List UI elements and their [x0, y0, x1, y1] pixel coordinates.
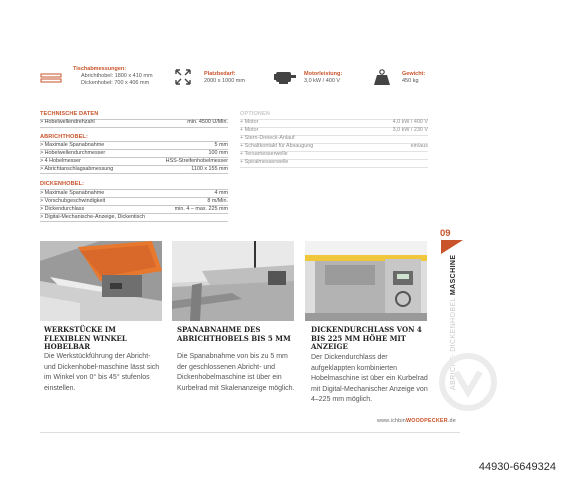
- category-label-light: ABRICHT- DICKENHOBEL: [450, 297, 457, 390]
- page-tab-marker: [441, 240, 463, 254]
- option-row: [240, 119, 428, 125]
- dicken-title: DICKENHOBEL:: [40, 181, 85, 187]
- abricht-title: ABRICHTHOBEL:: [40, 134, 88, 140]
- divider: [40, 173, 228, 174]
- footer-url[interactable]: [377, 418, 456, 424]
- feature-text-thickness: Der Dickendurchlass der aufgeklappten kombinierten Hobelmaschine ist über ein Kurbelrad mit Digital-Mechanischer Anzeige von 4–225 mm möglich.: [311, 354, 428, 403]
- motor-icon: [273, 69, 297, 90]
- photo-chip-removal: [172, 241, 294, 321]
- motor-spec: [304, 71, 342, 85]
- feature-title-angle: WERKSTÜCKE IM FLEXIBLEN WINKEL HOBELBAR: [44, 325, 127, 351]
- category-label-bold: MASCHINE: [450, 254, 457, 296]
- motor-spec-value: 3,0 kW / 400 V: [304, 78, 341, 84]
- spec-row: [40, 119, 228, 125]
- motor-spec-label: Motorleistung:: [304, 71, 343, 77]
- option-row-label: + Tersamesserwelle: [240, 151, 288, 157]
- divider: [240, 167, 428, 168]
- spec-row: [40, 158, 228, 164]
- spec-row-value: HSS-Streifenhobelmesser: [165, 158, 228, 164]
- option-row-value: 3,0 kW / 230 V: [392, 127, 428, 133]
- spec-row: [40, 214, 228, 220]
- space-spec-value: 2000 x 1000 mm: [204, 78, 245, 84]
- option-row-label: + Stern-Dreieck-Anlauf: [240, 135, 295, 141]
- feature-title-chip: SPANABNAHME DES ABRICHTHOBELS BIS 5 MM: [177, 325, 291, 343]
- options-title: OPTIONEN: [240, 111, 271, 117]
- table-dimensions-icon: [40, 71, 62, 90]
- spec-row: [40, 198, 228, 204]
- spec-row: [40, 150, 228, 156]
- spec-row-label: > Abrichtanschlagsabmessung: [40, 166, 114, 172]
- option-row-label: + Motor: [240, 127, 259, 133]
- option-row-label: + Schaltkontakt für Absaugung: [240, 143, 314, 149]
- option-row: [240, 159, 428, 165]
- photo-angle-guide: [40, 241, 162, 321]
- page-number: 09: [440, 228, 451, 239]
- table-spec: [73, 66, 153, 87]
- option-row: [240, 143, 428, 149]
- weight-spec: [402, 71, 425, 85]
- spec-row-value: 1100 x 155 mm: [191, 166, 228, 172]
- spec-row-value: 100 mm: [208, 150, 228, 156]
- spec-row-label: > Maximale Spanabnahme: [40, 190, 105, 196]
- footer-url-brand: WOODPECKER: [405, 418, 448, 424]
- spec-row: [40, 142, 228, 148]
- brand-watermark-logo: [432, 346, 504, 423]
- option-row-value: ein/aus: [410, 143, 428, 149]
- table-spec-label: Tischabmessungen:: [73, 66, 127, 72]
- feature-text-chip: Die Spanabnahme von bis zu 5 mm der geschlossenen Abricht- und Dickenhobelmaschine ist über ein Kurbelrad mit Skalenanzeige möglich.: [177, 353, 295, 392]
- option-row-label: + Spiralmesserwelle: [240, 159, 289, 165]
- space-spec-label: Platzbedarf:: [204, 71, 236, 77]
- option-row: [240, 151, 428, 157]
- spec-row-value: 4 mm: [214, 190, 228, 196]
- footer-url-suffix: .de: [447, 418, 456, 424]
- option-row: [240, 127, 428, 133]
- photo-thickness-display: [305, 241, 427, 321]
- divider: [40, 127, 228, 128]
- spec-row-label: > 4 Hobelmesser: [40, 158, 81, 164]
- spec-row: [40, 190, 228, 196]
- spec-row-label: > Vorschubgeschwindigkeit: [40, 198, 106, 204]
- weight-spec-label: Gewicht:: [402, 71, 426, 77]
- image-id-watermark: 44930-6649324: [478, 461, 556, 473]
- spec-row-label: > Hobelwellendrehzahl: [40, 119, 95, 125]
- spec-row-label: > Digital-Mechanische-Anzeige, Dickentisch: [40, 214, 146, 220]
- footer-divider: [40, 432, 460, 433]
- option-row-value: 4,0 kW / 400 V: [392, 119, 428, 125]
- spec-row-label: > Hobelwellendurchmesser: [40, 150, 106, 156]
- option-row: [240, 135, 428, 141]
- spec-row-value: 8 m/Min.: [207, 198, 228, 204]
- option-row-label: + Motor: [240, 119, 259, 125]
- spec-row: [40, 166, 228, 172]
- divider: [40, 221, 228, 222]
- table-spec-line-2: Dickenhobel: 700 x 406 mm: [81, 80, 150, 86]
- spec-row: [40, 206, 228, 212]
- expand-arrows-icon: [174, 68, 192, 91]
- feature-title-thickness: DICKENDURCHLASS VON 4 BIS 225 MM HÖHE MIT ANZEIGE: [311, 325, 422, 351]
- table-spec-line-1: Abrichthobel: 1800 x 410 mm: [81, 73, 153, 79]
- technical-title: TECHNISCHE DATEN: [40, 111, 99, 117]
- spec-row-value: min. 4500 U/Min.: [187, 119, 228, 125]
- weight-spec-value: 450 kg: [402, 78, 419, 84]
- spec-row-label: > Maximale Spanabnahme: [40, 142, 105, 148]
- spec-row-value: 5 mm: [214, 142, 228, 148]
- feature-text-angle: Die Werkstückführung der Abricht- und Dickenhobel-maschine lässt sich im Winkel von 0° bis 45° stufenlos einstellen.: [44, 353, 160, 392]
- spec-row-label: > Dickendurchlass: [40, 206, 85, 212]
- space-spec: [204, 71, 245, 85]
- footer-url-prefix: www.ichbin: [377, 418, 406, 424]
- weight-icon: [373, 68, 391, 91]
- spec-row-value: min. 4 – max. 225 mm: [174, 206, 228, 212]
